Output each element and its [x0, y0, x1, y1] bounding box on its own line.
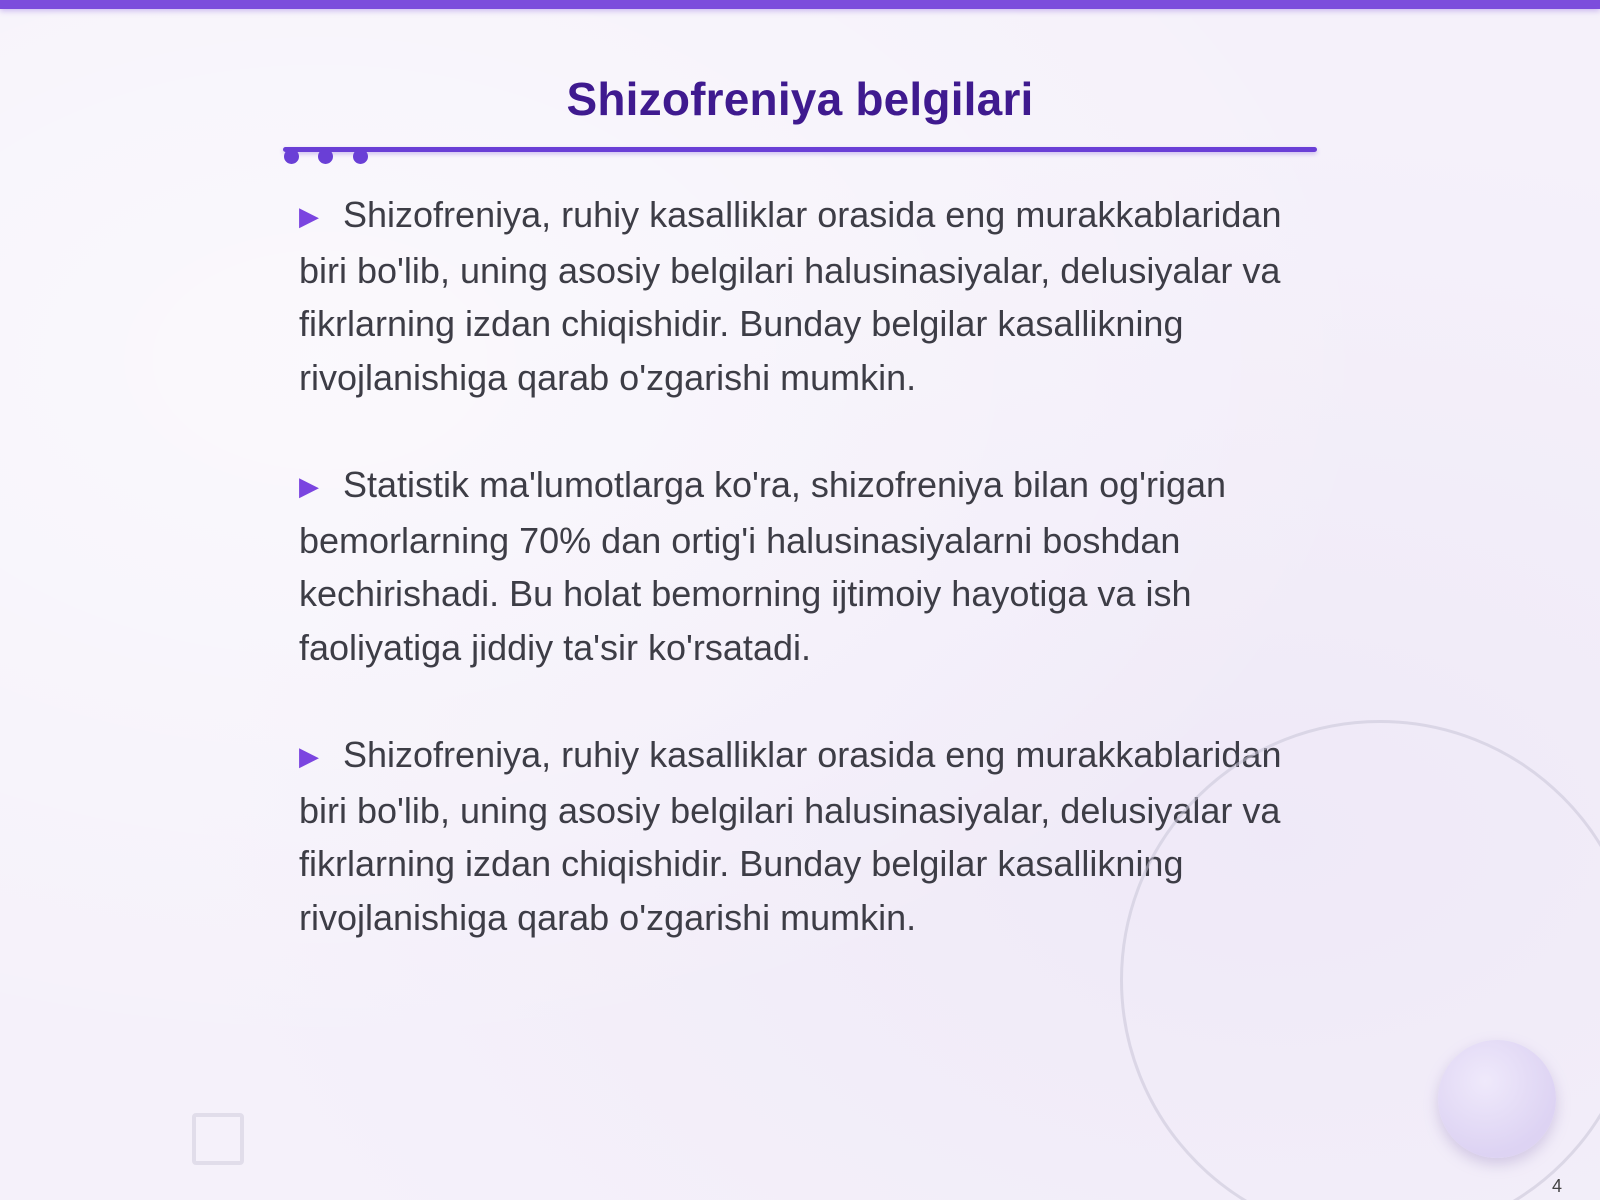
page-number: 4: [1552, 1176, 1563, 1196]
bullet-text: Statistik ma'lumotlarga ko'ra, shizofreniya bilan og'rigan bemorlarning 70% dan ortig'i halusinasiyalarni boshdan kechirishadi. Bu holat bemorning ijtimoiy hayotiga va ish faoliyatiga jiddiy ta'sir ko'rsatadi.: [299, 464, 1227, 668]
underline-dot: [284, 149, 299, 164]
underline-dot: [318, 149, 333, 164]
bullet-text: Shizofreniya, ruhiy kasalliklar orasida eng murakkablaridan biri bo'lib, uning asosiy belgilari halusinasiyalar, delusiyalar va fikrlarning izdan chiqishidir. Bunday belgilar kasallikning rivojlanishiga qarab o'zgarishi mumkin.: [299, 734, 1282, 938]
bullet-arrow-icon: ▶: [299, 471, 319, 501]
bullet-text: Shizofreniya, ruhiy kasalliklar orasida eng murakkablaridan biri bo'lib, uning asosiy belgilari halusinasiyalar, delusiyalar va fikrlarning izdan chiqishidir. Bunday belgilar kasallikning rivojlanishiga qarab o'zgarishi mumkin.: [299, 194, 1282, 398]
top-accent-bar: [0, 0, 1600, 9]
title-underline: [283, 147, 1317, 152]
underline-dot: [353, 149, 368, 164]
decorative-square: [192, 1113, 244, 1165]
decorative-circle: [1438, 1040, 1556, 1158]
bullet-item: [299, 188, 1319, 404]
bullet-arrow-icon: ▶: [299, 741, 319, 771]
bullet-item: [299, 458, 1319, 674]
bullet-arrow-icon: ▶: [299, 201, 319, 231]
slide-title: Shizofreniya belgilari: [566, 73, 1034, 125]
